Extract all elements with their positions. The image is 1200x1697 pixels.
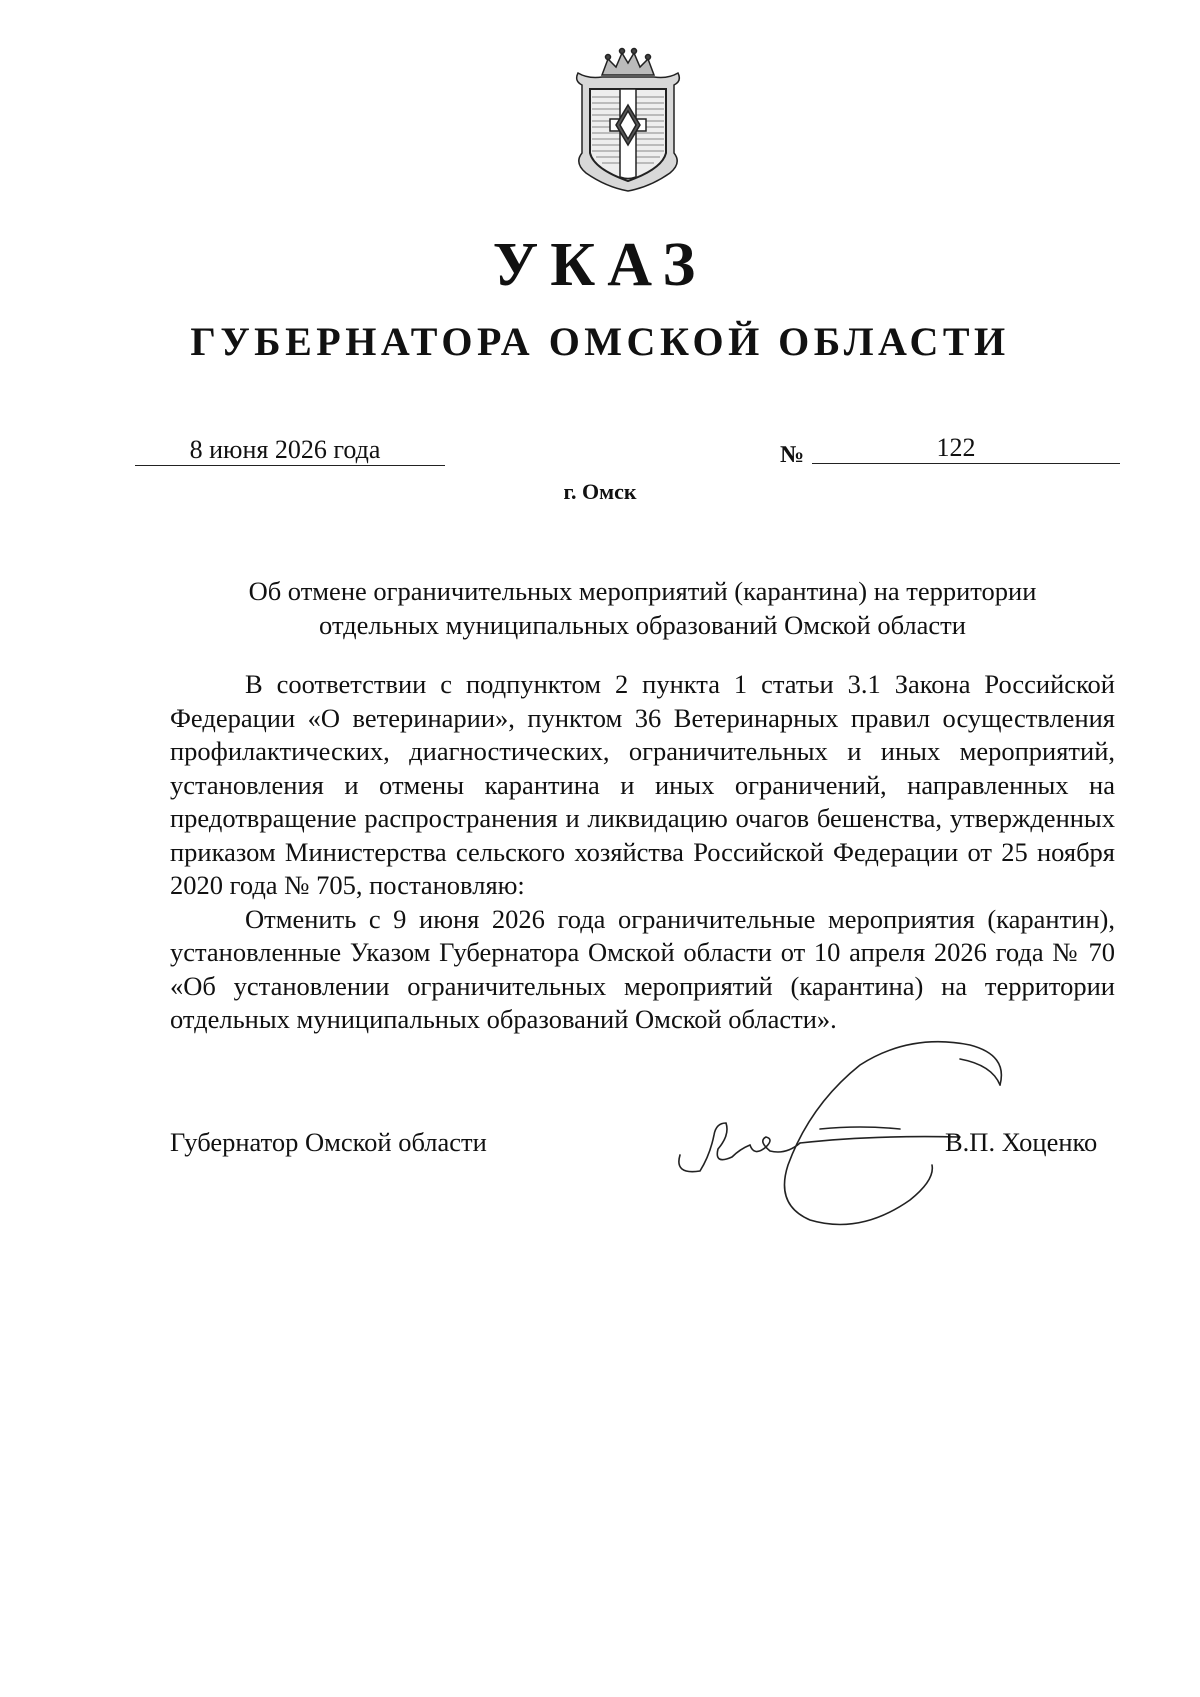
document-type-title: УКАЗ	[492, 231, 708, 299]
body-paragraph-1: В соответствии с подпунктом 2 пункта 1 статьи 3.1 Закона Российской Федерации «О ветеринарии», пунктом 36 Ветеринарных правил осуществления профилактических, диагностических, ограничительных и иных мероприятий, установления и отмены карантина и иных ограничений, направленных на предотвращение распространения и ликвидацию очагов бешенства, утвержденных приказом Министерства сельского хозяйства Российской Федерации от 25 ноября 2020 года № 705, постановляю:	[170, 669, 1115, 900]
decree-subject	[170, 574, 1115, 642]
decree-body	[170, 668, 1115, 1037]
decree-date: 8 июня 2026 года	[189, 435, 381, 464]
decree-number: 122	[936, 433, 976, 462]
subject-line-1: Об отмене ограничительных мероприятий (карантина) на территории	[248, 576, 1037, 606]
signatory-position: Губернатор Омской области	[170, 1127, 487, 1157]
decree-date-field	[135, 435, 445, 466]
signatory-name: В.П. Хоценко	[945, 1127, 1098, 1157]
body-paragraph-2: Отменить с 9 июня 2026 года ограничительные мероприятия (карантин), установленные Указом Губернатора Омской области от 10 апреля 2026 года № 70 «Об установлении ограничительных мероприятий (карантина) на территории отдельных муниципальных образований Омской области».	[170, 903, 1115, 1034]
issuing-authority: ГУБЕРНАТОРА ОМСКОЙ ОБЛАСТИ	[190, 319, 1010, 364]
number-sign: №	[780, 442, 805, 468]
subject-line-2: отдельных муниципальных образований Омской области	[319, 610, 966, 640]
decree-number-field	[812, 433, 1120, 464]
coat-of-arms-icon	[570, 45, 686, 195]
city: г. Омск	[563, 479, 637, 504]
